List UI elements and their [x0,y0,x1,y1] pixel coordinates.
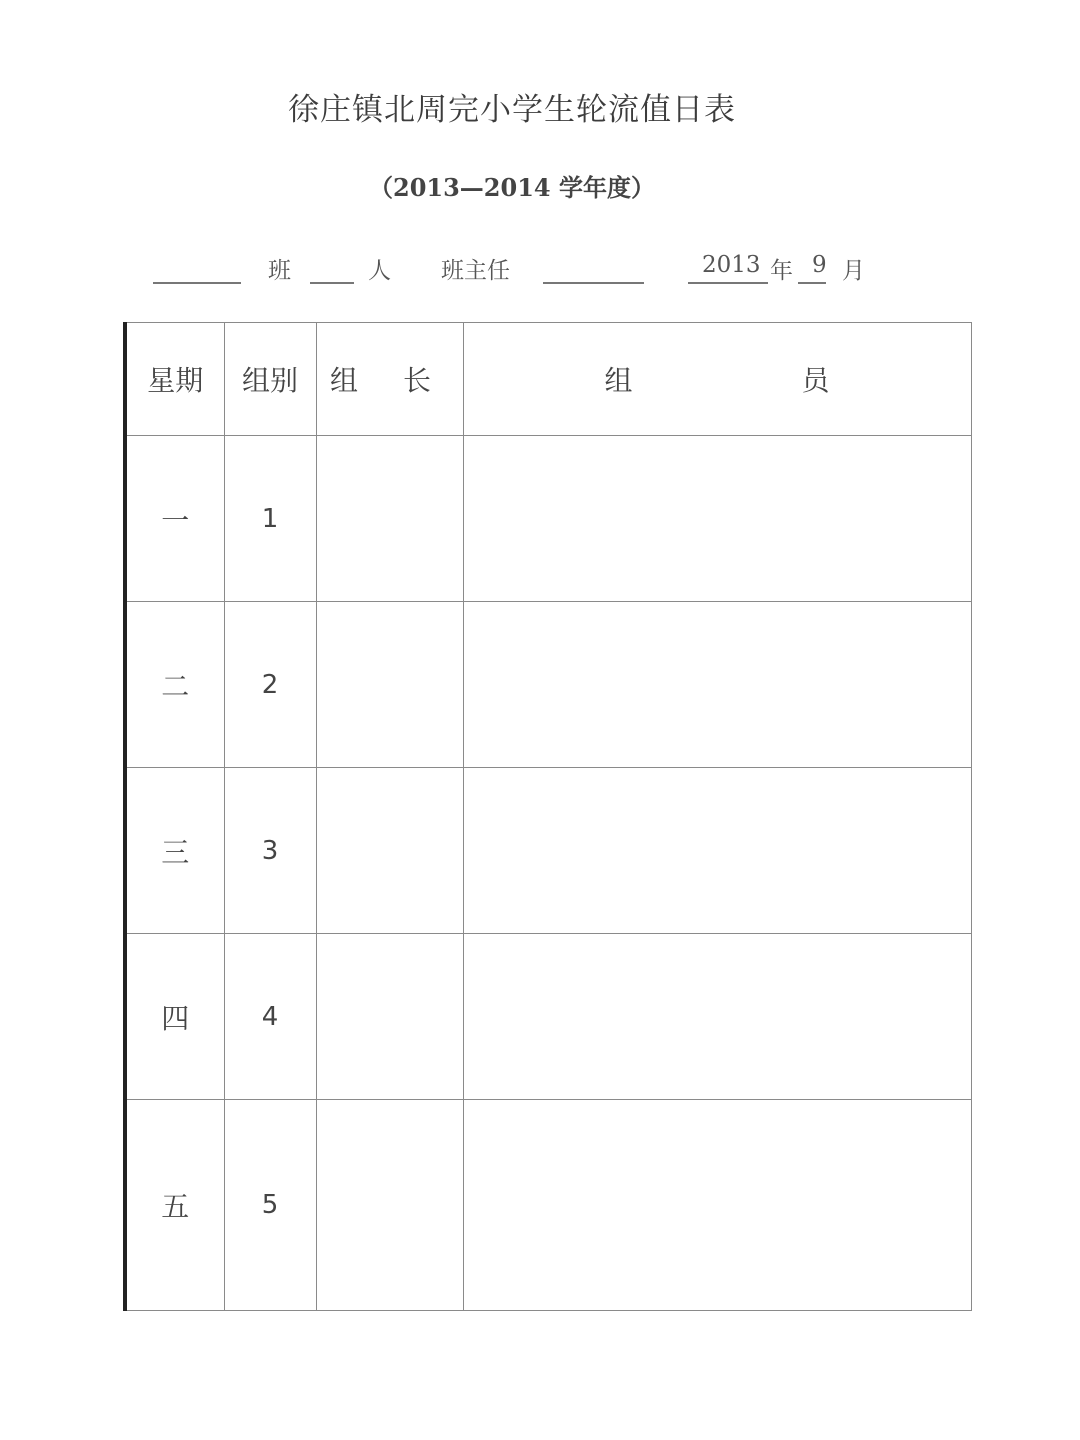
members-cell[interactable] [463,1100,971,1311]
document-subtitle: （2013—2014 学年度） [369,173,655,202]
group-cell: 3 [224,768,316,934]
table-row [125,934,971,1100]
class-label: 班 [268,258,291,284]
table-row [125,436,971,602]
header-row [125,323,971,436]
info-line [0,252,1080,292]
month-underline [798,282,826,284]
members-cell[interactable] [463,602,971,768]
year-value: 2013 [702,252,761,278]
table-row [125,768,971,934]
weekday-cell: 二 [125,602,224,768]
members-cell[interactable] [463,768,971,934]
header-members: 组 员 [463,323,971,436]
weekday-cell: 四 [125,934,224,1100]
weekday-cell: 五 [125,1100,224,1311]
header-leader: 组 长 [316,323,463,436]
teacher-name-blank[interactable] [543,282,644,284]
year-underline [688,282,768,284]
people-label: 人 [368,258,391,284]
month-value: 9 [812,252,827,278]
header-group: 组别 [224,323,316,436]
month-label: 月 [842,258,865,284]
teacher-label: 班主任 [441,258,510,284]
group-cell: 5 [224,1100,316,1311]
group-cell: 4 [224,934,316,1100]
group-cell: 1 [224,436,316,602]
table-row [125,602,971,768]
class-name-blank[interactable] [153,282,241,284]
document-title: 徐庄镇北周完小学生轮流值日表 [288,92,736,128]
leader-cell[interactable] [316,602,463,768]
members-cell[interactable] [463,436,971,602]
members-cell[interactable] [463,934,971,1100]
group-cell: 2 [224,602,316,768]
leader-cell[interactable] [316,1100,463,1311]
year-label: 年 [770,258,793,284]
weekday-cell: 三 [125,768,224,934]
leader-cell[interactable] [316,934,463,1100]
table-row [125,1100,971,1311]
duty-roster-table [123,322,972,1311]
header-weekday: 星期 [125,323,224,436]
leader-cell[interactable] [316,436,463,602]
leader-cell[interactable] [316,768,463,934]
weekday-cell: 一 [125,436,224,602]
people-count-blank[interactable] [310,282,354,284]
